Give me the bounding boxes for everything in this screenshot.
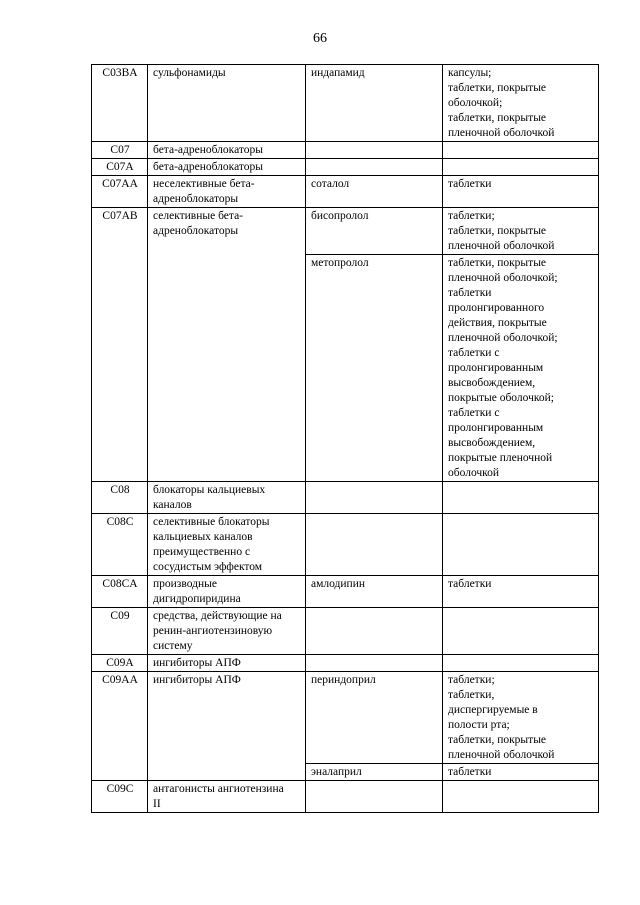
dosage-forms	[443, 65, 599, 142]
form-line: пролонгированным	[448, 422, 544, 434]
form-line: пленочной оболочкой	[448, 749, 555, 761]
group-line: адреноблокаторы	[153, 225, 239, 237]
table-row	[92, 608, 599, 655]
pharmacological-group	[148, 576, 306, 608]
pharmacological-group	[148, 672, 306, 781]
dosage-forms	[443, 672, 599, 764]
dosage-forms	[443, 576, 599, 608]
group-line: сосудистым эффектом	[153, 561, 263, 573]
group-line: дигидропиридина	[153, 593, 241, 605]
group-line: ренин-ангиотензиновую	[153, 625, 273, 637]
drug-line: амлодипин	[311, 578, 366, 590]
atc-code-text: C07AA	[102, 178, 138, 190]
group-line: кальциевых каналов	[153, 531, 253, 543]
atc-code-text: C07	[110, 144, 130, 156]
group-line: антагонисты ангиотензина	[153, 783, 284, 795]
group-line: производные	[153, 578, 217, 590]
dosage-forms	[443, 514, 599, 576]
form-line: пленочной оболочкой	[448, 127, 555, 139]
atc-code-text: C09A	[106, 657, 134, 669]
atc-code	[92, 176, 148, 208]
dosage-forms	[443, 781, 599, 813]
atc-code-text: C09AA	[102, 674, 138, 686]
form-line: пленочной оболочкой;	[448, 332, 558, 344]
dosage-forms	[443, 764, 599, 781]
form-line: оболочкой	[448, 467, 500, 479]
form-line: таблетки, покрытые	[448, 225, 547, 237]
atc-code-text: C08	[110, 484, 130, 496]
table-row	[92, 142, 599, 159]
group-line: бета-адреноблокаторы	[153, 144, 263, 156]
drug-name	[306, 764, 443, 781]
drug-name	[306, 142, 443, 159]
group-line: селективные бета-	[153, 210, 244, 222]
dosage-forms	[443, 655, 599, 672]
atc-code-text: C08C	[106, 516, 134, 528]
dosage-forms	[443, 159, 599, 176]
atc-code	[92, 142, 148, 159]
page-number: 66	[313, 31, 327, 46]
group-line: неселективные бета-	[153, 178, 255, 190]
form-line: таблетки, покрытые	[448, 257, 547, 269]
pharmacological-group	[148, 142, 306, 159]
drug-name	[306, 482, 443, 514]
form-line: покрытые оболочкой;	[448, 392, 554, 404]
form-line: пролонгированным	[448, 362, 544, 374]
form-line: таблетки с	[448, 407, 500, 419]
drug-name	[306, 159, 443, 176]
pharmacological-group	[148, 655, 306, 672]
form-line: высвобождением,	[448, 437, 536, 449]
dosage-forms	[443, 142, 599, 159]
drug-line: метопролол	[311, 257, 369, 269]
form-line: таблетки,	[448, 689, 495, 701]
form-line: пролонгированного	[448, 302, 545, 314]
form-line: таблетки;	[448, 674, 495, 686]
table-row	[92, 65, 599, 142]
atc-code	[92, 65, 148, 142]
form-line: полости рта;	[448, 719, 510, 731]
form-line: таблетки с	[448, 347, 500, 359]
table-body	[92, 65, 599, 813]
group-line: преимущественно с	[153, 546, 251, 558]
group-line: селективные блокаторы	[153, 516, 270, 528]
pharmacological-group	[148, 65, 306, 142]
group-line: средства, действующие на	[153, 610, 282, 622]
form-line: таблетки, покрытые	[448, 734, 547, 746]
form-line: пленочной оболочкой;	[448, 272, 558, 284]
dosage-forms	[443, 608, 599, 655]
dosage-forms	[443, 208, 599, 255]
table-row	[92, 672, 599, 764]
atc-code-text: C09	[110, 610, 130, 622]
table-row	[92, 781, 599, 813]
drug-name	[306, 608, 443, 655]
drug-name	[306, 655, 443, 672]
drug-name	[306, 672, 443, 764]
drug-line: индапамид	[311, 67, 365, 79]
form-line: таблетки;	[448, 210, 495, 222]
table-row	[92, 655, 599, 672]
form-line: оболочкой;	[448, 97, 503, 109]
dosage-forms	[443, 176, 599, 208]
group-line: бета-адреноблокаторы	[153, 161, 263, 173]
atc-code	[92, 208, 148, 482]
form-line: диспергируемые в	[448, 704, 538, 716]
drug-line: эналаприл	[311, 766, 362, 778]
table-row	[92, 208, 599, 255]
group-line: ингибиторы АПФ	[153, 657, 241, 669]
form-line: таблетки, покрытые	[448, 82, 547, 94]
atc-code	[92, 482, 148, 514]
drug-line: периндоприл	[311, 674, 376, 686]
drug-name	[306, 255, 443, 482]
pharmacological-group	[148, 608, 306, 655]
pharmacological-group	[148, 514, 306, 576]
drug-line: соталол	[311, 178, 350, 190]
table-row	[92, 576, 599, 608]
atc-code-text: C08CA	[102, 578, 138, 590]
form-line: таблетки	[448, 766, 492, 778]
dosage-forms	[443, 482, 599, 514]
form-line: капсулы;	[448, 67, 492, 79]
group-line: каналов	[153, 499, 192, 511]
group-line: блокаторы кальциевых	[153, 484, 266, 496]
table-row	[92, 514, 599, 576]
drug-name	[306, 514, 443, 576]
pharmacological-group	[148, 781, 306, 813]
atc-code	[92, 608, 148, 655]
form-line: таблетки	[448, 178, 492, 190]
group-line: ингибиторы АПФ	[153, 674, 241, 686]
drug-name	[306, 65, 443, 142]
group-line: систему	[153, 640, 193, 652]
table-row	[92, 482, 599, 514]
form-line: таблетки	[448, 287, 492, 299]
form-line: таблетки, покрытые	[448, 112, 547, 124]
group-line: сульфонамиды	[153, 67, 226, 79]
form-line: действия, покрытые	[448, 317, 547, 329]
drug-line: бисопролол	[311, 210, 369, 222]
atc-code	[92, 781, 148, 813]
form-line: высвобождением,	[448, 377, 536, 389]
atc-code-text: C03BA	[102, 67, 138, 79]
pharmacological-group	[148, 208, 306, 482]
pharmacological-group	[148, 176, 306, 208]
form-line: таблетки	[448, 578, 492, 590]
pharmacological-group	[148, 159, 306, 176]
drug-name	[306, 781, 443, 813]
atc-code-text: C07A	[106, 161, 134, 173]
atc-code	[92, 672, 148, 781]
dosage-forms	[443, 255, 599, 482]
form-line: пленочной оболочкой	[448, 240, 555, 252]
table-row	[92, 176, 599, 208]
group-line: адреноблокаторы	[153, 193, 239, 205]
atc-code	[92, 576, 148, 608]
atc-code	[92, 159, 148, 176]
pharmacological-group	[148, 482, 306, 514]
table-row	[92, 159, 599, 176]
atc-code	[92, 655, 148, 672]
atc-code	[92, 514, 148, 576]
form-line: покрытые пленочной	[448, 452, 553, 464]
group-line: II	[153, 798, 161, 810]
atc-code-text: C07AB	[102, 210, 138, 222]
atc-code-text: C09C	[106, 783, 134, 795]
drug-name	[306, 176, 443, 208]
drug-table	[91, 64, 599, 813]
drug-name	[306, 576, 443, 608]
drug-name	[306, 208, 443, 255]
